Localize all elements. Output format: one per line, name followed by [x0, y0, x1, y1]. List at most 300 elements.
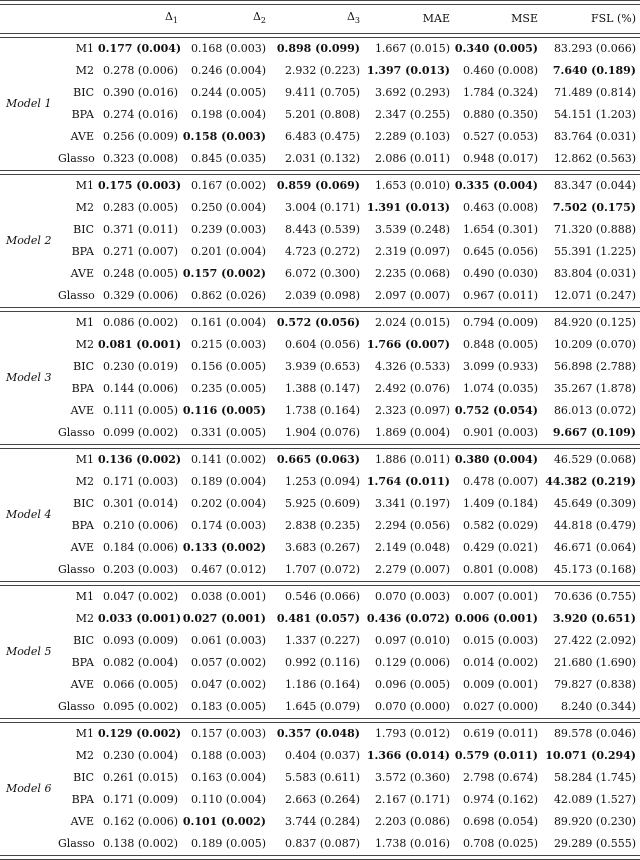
- value-cell: 0.329 (0.006): [102, 289, 178, 303]
- value-cell: 54.151 (1.203): [553, 108, 636, 122]
- table-row: [0, 175, 640, 198]
- value-cell: 0.162 (0.006): [102, 815, 178, 829]
- value-cell: 1.397 (0.013): [366, 64, 450, 78]
- value-cell: 0.974 (0.162): [462, 793, 538, 807]
- table-row: [0, 586, 640, 609]
- value-cell: 89.578 (0.046): [553, 727, 636, 741]
- method-label: Glasso: [58, 563, 95, 577]
- value-cell: 0.546 (0.066): [284, 590, 360, 604]
- value-cell: 2.086 (0.011): [374, 152, 450, 166]
- value-cell: 0.047 (0.002): [102, 590, 178, 604]
- value-cell: 0.095 (0.002): [102, 700, 178, 714]
- method-label: M1: [75, 42, 94, 56]
- bottom-rule: [0, 856, 640, 860]
- model-label: Model 2: [6, 234, 52, 248]
- table-row: [0, 559, 640, 582]
- value-cell: 0.708 (0.025): [462, 837, 538, 851]
- value-cell: 0.246 (0.004): [190, 64, 266, 78]
- method-label: BIC: [73, 771, 94, 785]
- method-label: Glasso: [58, 426, 95, 440]
- value-cell: 0.901 (0.003): [462, 426, 538, 440]
- method-label: M2: [75, 338, 94, 352]
- method-label: M1: [75, 316, 94, 330]
- value-cell: 1.409 (0.184): [462, 497, 538, 511]
- value-cell: 6.072 (0.300): [284, 267, 360, 281]
- value-cell: 2.167 (0.171): [374, 793, 450, 807]
- value-cell: 2.323 (0.097): [374, 404, 450, 418]
- table-header: [0, 1, 640, 34]
- value-cell: 45.173 (0.168): [553, 563, 636, 577]
- table-row: [0, 126, 640, 148]
- value-cell: 0.256 (0.009): [102, 130, 178, 144]
- table-row: [0, 400, 640, 422]
- value-cell: 71.320 (0.888): [553, 223, 636, 237]
- value-cell: 0.527 (0.053): [462, 130, 538, 144]
- value-cell: 0.188 (0.003): [190, 749, 266, 763]
- method-label: BIC: [73, 86, 94, 100]
- table-row: [0, 745, 640, 767]
- value-cell: 0.335 (0.004): [454, 179, 538, 193]
- table-row: [0, 104, 640, 126]
- method-label: BIC: [73, 360, 94, 374]
- value-cell: 0.027 (0.000): [462, 700, 538, 714]
- table-row: [0, 356, 640, 378]
- value-cell: 0.992 (0.116): [284, 656, 360, 670]
- value-cell: 0.582 (0.029): [462, 519, 538, 533]
- method-label: BPA: [71, 245, 94, 259]
- value-cell: 0.572 (0.056): [276, 316, 360, 330]
- method-label: BIC: [73, 497, 94, 511]
- value-cell: 0.859 (0.069): [276, 179, 360, 193]
- value-cell: 46.671 (0.064): [553, 541, 636, 555]
- model-label: Model 1: [6, 97, 52, 111]
- value-cell: 0.198 (0.004): [190, 108, 266, 122]
- table-row: [0, 38, 640, 61]
- value-cell: 0.101 (0.002): [182, 815, 266, 829]
- table-row: [0, 811, 640, 833]
- value-cell: 0.698 (0.054): [462, 815, 538, 829]
- value-cell: 0.129 (0.006): [374, 656, 450, 670]
- value-cell: 55.391 (1.225): [553, 245, 636, 259]
- value-cell: 0.184 (0.006): [102, 541, 178, 555]
- value-cell: 0.645 (0.056): [462, 245, 538, 259]
- value-cell: 9.667 (0.109): [552, 426, 636, 440]
- value-cell: 0.481 (0.057): [276, 612, 360, 626]
- value-cell: 0.898 (0.099): [276, 42, 360, 56]
- value-cell: 83.347 (0.044): [553, 179, 636, 193]
- table-row: [0, 723, 640, 746]
- value-cell: 0.665 (0.063): [276, 453, 360, 467]
- value-cell: 1.738 (0.016): [374, 837, 450, 851]
- value-cell: 2.149 (0.048): [374, 541, 450, 555]
- value-cell: 1.667 (0.015): [374, 42, 450, 56]
- table-row: [0, 197, 640, 219]
- value-cell: 0.116 (0.005): [182, 404, 266, 418]
- value-cell: 0.837 (0.087): [284, 837, 360, 851]
- table-row: [0, 789, 640, 811]
- table-row: [0, 537, 640, 559]
- value-cell: 0.278 (0.006): [102, 64, 178, 78]
- value-cell: 0.006 (0.001): [454, 612, 538, 626]
- value-cell: 2.203 (0.086): [374, 815, 450, 829]
- method-label: BIC: [73, 634, 94, 648]
- value-cell: 1.388 (0.147): [284, 382, 360, 396]
- header-delta3: $\Delta_3$: [270, 5, 364, 34]
- value-cell: 86.013 (0.072): [553, 404, 636, 418]
- table-body: [0, 34, 640, 860]
- value-cell: 0.331 (0.005): [190, 426, 266, 440]
- method-label: M2: [75, 475, 94, 489]
- header-mae: MAE: [364, 5, 454, 34]
- value-cell: 3.099 (0.933): [462, 360, 538, 374]
- value-cell: 10.071 (0.294): [545, 749, 636, 763]
- value-cell: 0.099 (0.002): [102, 426, 178, 440]
- method-label: M1: [75, 727, 94, 741]
- header-delta2: $\Delta_2$: [182, 5, 270, 34]
- value-cell: 3.692 (0.293): [374, 86, 450, 100]
- value-cell: 3.539 (0.248): [374, 223, 450, 237]
- method-label: M2: [75, 749, 94, 763]
- header-delta1: $\Delta_1$: [98, 5, 182, 34]
- table-row: [0, 263, 640, 285]
- value-cell: 2.932 (0.223): [284, 64, 360, 78]
- value-cell: 0.189 (0.004): [190, 475, 266, 489]
- method-label: AVE: [70, 267, 94, 281]
- method-label: BPA: [71, 108, 94, 122]
- value-cell: 46.529 (0.068): [553, 453, 636, 467]
- value-cell: 3.683 (0.267): [284, 541, 360, 555]
- value-cell: 3.939 (0.653): [284, 360, 360, 374]
- method-label: BPA: [71, 656, 94, 670]
- table-row: [0, 652, 640, 674]
- table-row: [0, 493, 640, 515]
- value-cell: 7.502 (0.175): [552, 201, 636, 215]
- value-cell: 1.869 (0.004): [374, 426, 450, 440]
- method-label: AVE: [70, 678, 94, 692]
- method-label: AVE: [70, 815, 94, 829]
- value-cell: 0.210 (0.006): [102, 519, 178, 533]
- value-cell: 0.201 (0.004): [190, 245, 266, 259]
- value-cell: 0.081 (0.001): [98, 338, 182, 352]
- table-row: [0, 674, 640, 696]
- value-cell: 1.074 (0.035): [462, 382, 538, 396]
- value-cell: 29.289 (0.555): [553, 837, 636, 851]
- value-cell: 1.738 (0.164): [284, 404, 360, 418]
- value-cell: 8.443 (0.539): [284, 223, 360, 237]
- table-row: [0, 378, 640, 400]
- value-cell: 0.390 (0.016): [102, 86, 178, 100]
- value-cell: 1.654 (0.301): [462, 223, 538, 237]
- value-cell: 2.031 (0.132): [284, 152, 360, 166]
- table-row: [0, 696, 640, 719]
- value-cell: 0.862 (0.026): [190, 289, 266, 303]
- value-cell: 3.004 (0.171): [284, 201, 360, 215]
- value-cell: 0.752 (0.054): [454, 404, 538, 418]
- value-cell: 0.579 (0.011): [454, 749, 538, 763]
- value-cell: 0.230 (0.019): [102, 360, 178, 374]
- table-row: [0, 312, 640, 335]
- value-cell: 44.382 (0.219): [545, 475, 636, 489]
- value-cell: 0.357 (0.048): [276, 727, 360, 741]
- value-cell: 0.271 (0.007): [102, 245, 178, 259]
- method-label: BPA: [71, 382, 94, 396]
- table-row: [0, 449, 640, 472]
- method-label: Glasso: [58, 289, 95, 303]
- value-cell: 58.284 (1.745): [553, 771, 636, 785]
- method-label: M2: [75, 201, 94, 215]
- value-cell: 0.163 (0.004): [190, 771, 266, 785]
- value-cell: 0.301 (0.014): [102, 497, 178, 511]
- table-row: [0, 334, 640, 356]
- value-cell: 0.033 (0.001): [98, 612, 182, 626]
- value-cell: 1.784 (0.324): [462, 86, 538, 100]
- value-cell: 3.920 (0.651): [552, 612, 636, 626]
- value-cell: 1.645 (0.079): [284, 700, 360, 714]
- value-cell: 0.340 (0.005): [454, 42, 538, 56]
- value-cell: 0.460 (0.008): [462, 64, 538, 78]
- header-method: [58, 5, 98, 34]
- value-cell: 0.404 (0.037): [284, 749, 360, 763]
- value-cell: 0.141 (0.002): [190, 453, 266, 467]
- value-cell: 0.138 (0.002): [102, 837, 178, 851]
- value-cell: 0.097 (0.010): [374, 634, 450, 648]
- value-cell: 1.253 (0.094): [284, 475, 360, 489]
- value-cell: 0.845 (0.035): [190, 152, 266, 166]
- value-cell: 0.082 (0.004): [102, 656, 178, 670]
- table-row: [0, 285, 640, 308]
- value-cell: 0.007 (0.001): [462, 590, 538, 604]
- table-row: [0, 471, 640, 493]
- value-cell: 8.240 (0.344): [560, 700, 636, 714]
- value-cell: 0.490 (0.030): [462, 267, 538, 281]
- table-row: [0, 148, 640, 171]
- table-row: [0, 60, 640, 82]
- value-cell: 3.744 (0.284): [284, 815, 360, 829]
- value-cell: 1.707 (0.072): [284, 563, 360, 577]
- method-label: Glasso: [58, 700, 95, 714]
- value-cell: 0.967 (0.011): [462, 289, 538, 303]
- table-row: [0, 608, 640, 630]
- value-cell: 0.047 (0.002): [190, 678, 266, 692]
- table-row: [0, 82, 640, 104]
- method-label: BPA: [71, 793, 94, 807]
- value-cell: 0.202 (0.004): [190, 497, 266, 511]
- value-cell: 70.636 (0.755): [553, 590, 636, 604]
- value-cell: 1.391 (0.013): [366, 201, 450, 215]
- value-cell: 0.096 (0.005): [374, 678, 450, 692]
- value-cell: 0.478 (0.007): [462, 475, 538, 489]
- value-cell: 0.189 (0.005): [190, 837, 266, 851]
- value-cell: 1.366 (0.014): [366, 749, 450, 763]
- value-cell: 0.177 (0.004): [98, 42, 182, 56]
- method-label: AVE: [70, 130, 94, 144]
- value-cell: 4.723 (0.272): [284, 245, 360, 259]
- model-label: Model 4: [6, 508, 52, 522]
- value-cell: 0.093 (0.009): [102, 634, 178, 648]
- value-cell: 0.057 (0.002): [190, 656, 266, 670]
- value-cell: 10.209 (0.070): [553, 338, 636, 352]
- value-cell: 0.175 (0.003): [98, 179, 182, 193]
- value-cell: 0.086 (0.002): [102, 316, 178, 330]
- value-cell: 0.133 (0.002): [182, 541, 266, 555]
- value-cell: 84.920 (0.125): [553, 316, 636, 330]
- value-cell: 2.235 (0.068): [374, 267, 450, 281]
- value-cell: 0.129 (0.002): [98, 727, 182, 741]
- method-label: M1: [75, 590, 94, 604]
- method-label: BPA: [71, 519, 94, 533]
- value-cell: 0.111 (0.005): [102, 404, 178, 418]
- value-cell: 2.294 (0.056): [374, 519, 450, 533]
- table-row: [0, 219, 640, 241]
- value-cell: 7.640 (0.189): [552, 64, 636, 78]
- value-cell: 5.201 (0.808): [284, 108, 360, 122]
- value-cell: 0.463 (0.008): [462, 201, 538, 215]
- value-cell: 2.097 (0.007): [374, 289, 450, 303]
- value-cell: 0.015 (0.003): [462, 634, 538, 648]
- value-cell: 2.663 (0.264): [284, 793, 360, 807]
- value-cell: 3.341 (0.197): [374, 497, 450, 511]
- method-label: M2: [75, 64, 94, 78]
- value-cell: 0.009 (0.001): [462, 678, 538, 692]
- value-cell: 0.070 (0.000): [374, 700, 450, 714]
- value-cell: 0.604 (0.056): [284, 338, 360, 352]
- value-cell: 0.167 (0.002): [190, 179, 266, 193]
- model-label: Model 6: [6, 782, 52, 796]
- method-label: Glasso: [58, 837, 95, 851]
- header-mse: MSE: [454, 5, 542, 34]
- value-cell: 0.794 (0.009): [462, 316, 538, 330]
- table-row: [0, 767, 640, 789]
- value-cell: 0.235 (0.005): [190, 382, 266, 396]
- value-cell: 1.793 (0.012): [374, 727, 450, 741]
- value-cell: 0.183 (0.005): [190, 700, 266, 714]
- value-cell: 42.089 (1.527): [553, 793, 636, 807]
- value-cell: 0.171 (0.009): [102, 793, 178, 807]
- method-label: M1: [75, 453, 94, 467]
- method-label: BIC: [73, 223, 94, 237]
- value-cell: 0.230 (0.004): [102, 749, 178, 763]
- table-row: [0, 241, 640, 263]
- value-cell: 83.293 (0.066): [553, 42, 636, 56]
- value-cell: 0.274 (0.016): [102, 108, 178, 122]
- value-cell: 1.886 (0.011): [374, 453, 450, 467]
- value-cell: 0.261 (0.015): [102, 771, 178, 785]
- value-cell: 0.323 (0.008): [102, 152, 178, 166]
- value-cell: 5.925 (0.609): [284, 497, 360, 511]
- value-cell: 0.371 (0.011): [102, 223, 178, 237]
- value-cell: 2.289 (0.103): [374, 130, 450, 144]
- value-cell: 27.422 (2.092): [553, 634, 636, 648]
- value-cell: 9.411 (0.705): [284, 86, 360, 100]
- value-cell: 0.436 (0.072): [366, 612, 450, 626]
- value-cell: 3.572 (0.360): [374, 771, 450, 785]
- value-cell: 0.066 (0.005): [102, 678, 178, 692]
- method-label: Glasso: [58, 152, 95, 166]
- value-cell: 0.283 (0.005): [102, 201, 178, 215]
- header-model: [0, 5, 58, 34]
- value-cell: 12.071 (0.247): [553, 289, 636, 303]
- value-cell: 0.110 (0.004): [190, 793, 266, 807]
- value-cell: 0.014 (0.002): [462, 656, 538, 670]
- method-label: AVE: [70, 541, 94, 555]
- value-cell: 21.680 (1.690): [553, 656, 636, 670]
- value-cell: 0.250 (0.004): [190, 201, 266, 215]
- value-cell: 0.174 (0.003): [190, 519, 266, 533]
- value-cell: 0.161 (0.004): [190, 316, 266, 330]
- value-cell: 83.764 (0.031): [553, 130, 636, 144]
- value-cell: 35.267 (1.878): [553, 382, 636, 396]
- value-cell: 0.038 (0.001): [190, 590, 266, 604]
- value-cell: 0.203 (0.003): [102, 563, 178, 577]
- value-cell: 2.319 (0.097): [374, 245, 450, 259]
- value-cell: 79.827 (0.838): [553, 678, 636, 692]
- value-cell: 0.467 (0.012): [190, 563, 266, 577]
- value-cell: 0.619 (0.011): [462, 727, 538, 741]
- value-cell: 0.157 (0.003): [190, 727, 266, 741]
- value-cell: 2.798 (0.674): [462, 771, 538, 785]
- table-row: [0, 515, 640, 537]
- value-cell: 0.061 (0.003): [190, 634, 266, 648]
- value-cell: 0.248 (0.005): [102, 267, 178, 281]
- value-cell: 0.168 (0.003): [190, 42, 266, 56]
- value-cell: 0.027 (0.001): [182, 612, 266, 626]
- value-cell: 0.380 (0.004): [454, 453, 538, 467]
- value-cell: 0.144 (0.006): [102, 382, 178, 396]
- value-cell: 0.070 (0.003): [374, 590, 450, 604]
- value-cell: 12.862 (0.563): [553, 152, 636, 166]
- method-label: M1: [75, 179, 94, 193]
- value-cell: 0.156 (0.005): [190, 360, 266, 374]
- value-cell: 89.920 (0.230): [553, 815, 636, 829]
- value-cell: 83.804 (0.031): [553, 267, 636, 281]
- value-cell: 1.186 (0.164): [284, 678, 360, 692]
- value-cell: 0.157 (0.002): [182, 267, 266, 281]
- value-cell: 2.039 (0.098): [284, 289, 360, 303]
- value-cell: 0.158 (0.003): [182, 130, 266, 144]
- value-cell: 44.818 (0.479): [553, 519, 636, 533]
- value-cell: 45.649 (0.309): [553, 497, 636, 511]
- value-cell: 0.801 (0.008): [462, 563, 538, 577]
- value-cell: 2.279 (0.007): [374, 563, 450, 577]
- value-cell: 0.429 (0.021): [462, 541, 538, 555]
- table-row: [0, 833, 640, 856]
- header-fsl: FSL (%): [542, 5, 640, 34]
- model-label: Model 3: [6, 371, 52, 385]
- method-label: M2: [75, 612, 94, 626]
- model-label: Model 5: [6, 645, 52, 659]
- value-cell: 1.764 (0.011): [366, 475, 450, 489]
- value-cell: 2.347 (0.255): [374, 108, 450, 122]
- value-cell: 0.848 (0.005): [462, 338, 538, 352]
- table-row: [0, 630, 640, 652]
- value-cell: 5.583 (0.611): [284, 771, 360, 785]
- value-cell: 2.838 (0.235): [284, 519, 360, 533]
- value-cell: 0.948 (0.017): [462, 152, 538, 166]
- value-cell: 71.489 (0.814): [553, 86, 636, 100]
- header-row: [0, 5, 640, 34]
- value-cell: 1.653 (0.010): [374, 179, 450, 193]
- value-cell: 0.136 (0.002): [98, 453, 182, 467]
- method-label: AVE: [70, 404, 94, 418]
- value-cell: 56.898 (2.788): [553, 360, 636, 374]
- value-cell: 0.171 (0.003): [102, 475, 178, 489]
- value-cell: 1.904 (0.076): [284, 426, 360, 440]
- value-cell: 4.326 (0.533): [374, 360, 450, 374]
- value-cell: 2.024 (0.015): [374, 316, 450, 330]
- value-cell: 2.492 (0.076): [374, 382, 450, 396]
- value-cell: 0.239 (0.003): [190, 223, 266, 237]
- value-cell: 1.337 (0.227): [284, 634, 360, 648]
